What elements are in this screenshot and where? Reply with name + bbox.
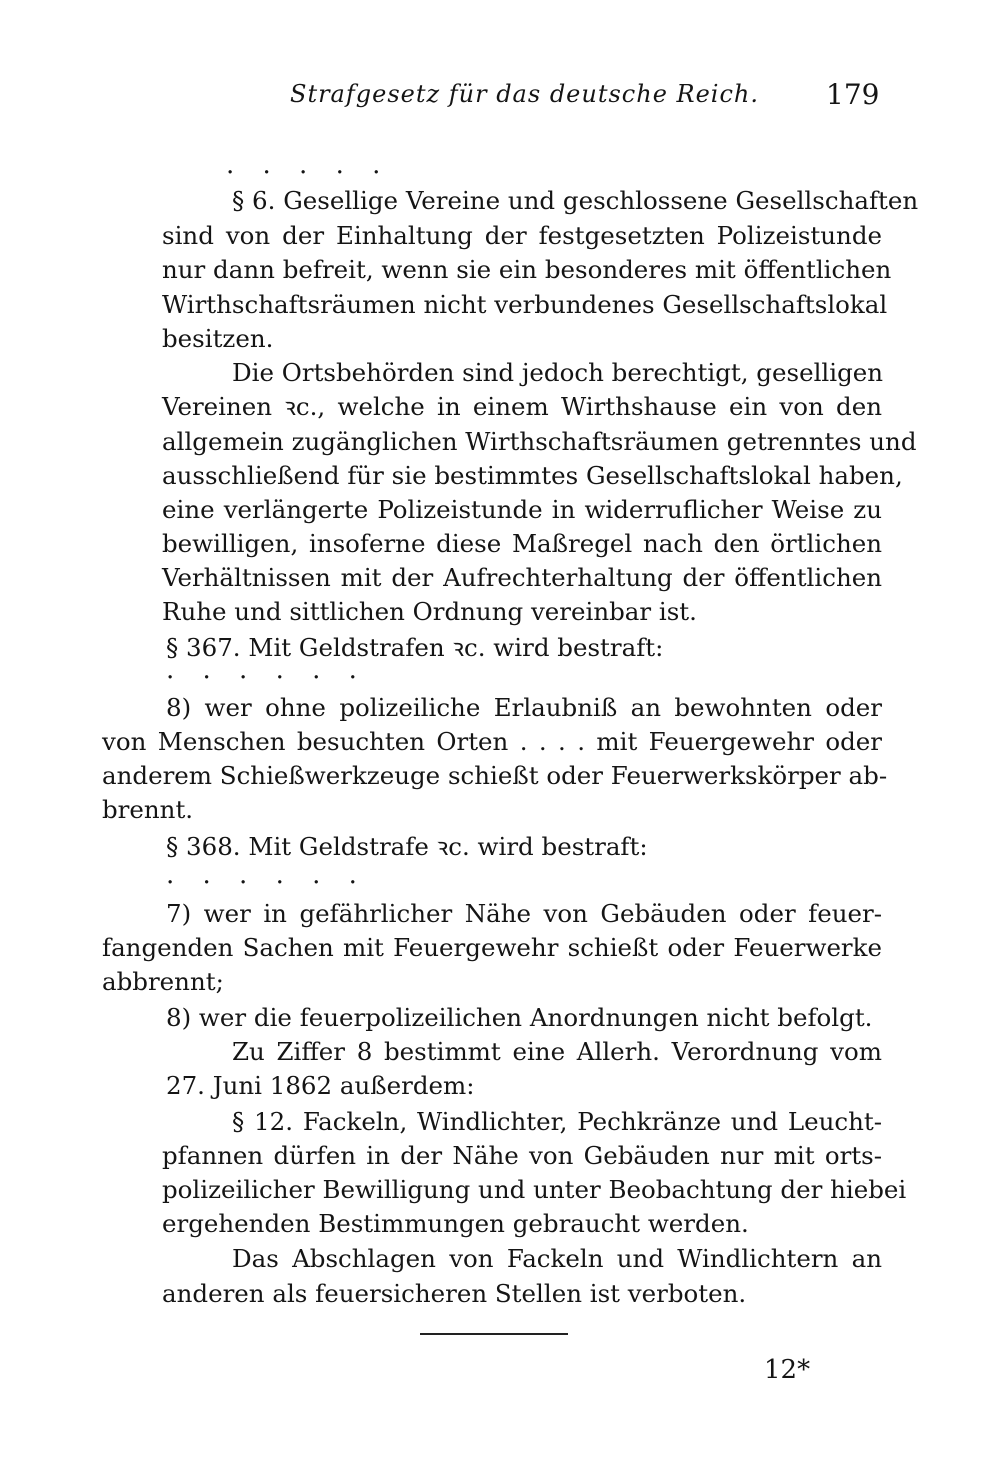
text-line: polizeilicher Bewilligung und unter Beobachtung der hiebei [162,1175,907,1204]
text-line: 7) wer in gefährlicher Nähe von Gebäuden oder feuer- [166,899,882,928]
text-line: Verhältnissen mit der Aufrechterhaltung der öffentlichen [162,563,882,592]
ellipsis: . . . . . . [166,860,367,890]
ellipsis-top: . . . . . [226,150,391,180]
text-line: Vereinen ꝛc., welche in einem Wirthshause ein von den [162,392,882,421]
text-line: brennt. [102,795,194,824]
section-divider [420,1333,568,1335]
text-line: allgemein zugänglichen Wirthschaftsräumen getrenntes und [162,427,917,456]
text-line: fangenden Sachen mit Feuergewehr schießt oder Feuerwerke [102,933,882,962]
section-heading: § 368. Mit Geldstrafe ꝛc. wird bestraft: [166,832,648,861]
text-line: besitzen. [162,324,274,353]
text-line: Wirthschaftsräumen nicht verbundenes Gesellschaftslokal [162,290,888,319]
text-line: § 12. Fackeln, Windlichter, Pechkränze und Leucht- [232,1107,882,1136]
text-line: Ruhe und sittlichen Ordnung vereinbar ist. [162,597,697,626]
section-heading: § 367. Mit Geldstrafen ꝛc. wird bestraft: [166,633,664,662]
text-line: Zu Ziffer 8 bestimmt eine Allerh. Verordnung vom [232,1037,882,1066]
text-line: 27. Juni 1862 außerdem: [166,1071,475,1100]
text-line: von Menschen besuchten Orten . . . . mit Feuergewehr oder [102,727,882,756]
running-title: Strafgesetz für das deutsche Reich. [290,80,760,108]
text-line: anderen als feuersicheren Stellen ist verboten. [162,1279,747,1308]
ellipsis: . . . . . . [166,655,367,685]
page-header [0,78,1000,118]
text-line: Die Ortsbehörden sind jedoch berechtigt, geselligen [232,358,884,387]
text-line: eine verlängerte Polizeistunde in widerruflicher Weise zu [162,495,882,524]
text-line: Das Abschlagen von Fackeln und Windlichtern an [232,1244,882,1273]
text-line: ergehenden Bestimmungen gebraucht werden. [162,1209,749,1238]
text-line: 8) wer ohne polizeiliche Erlaubniß an bewohnten oder [166,693,882,722]
text-line: § 6. Gesellige Vereine und geschlossene Gesellschaften [232,186,919,215]
text-line: abbrennt; [102,967,224,996]
text-line: nur dann befreit, wenn sie ein besonderes mit öffentlichen [162,255,892,284]
text-line: anderem Schießwerkzeuge schießt oder Feuerwerkskörper ab- [102,761,888,790]
text-line: ausschließend für sie bestimmtes Gesellschaftslokal haben, [162,461,903,490]
text-line: bewilligen, insoferne diese Maßregel nach den örtlichen [162,529,882,558]
text-line: 8) wer die feuerpolizeilichen Anordnungen nicht befolgt. [166,1003,873,1032]
page-number: 179 [826,78,880,111]
signature-mark: 12* [764,1355,811,1385]
text-line: sind von der Einhaltung der festgesetzten Polizeistunde [162,221,882,250]
text-line: pfannen dürfen in der Nähe von Gebäuden nur mit orts- [162,1141,882,1170]
